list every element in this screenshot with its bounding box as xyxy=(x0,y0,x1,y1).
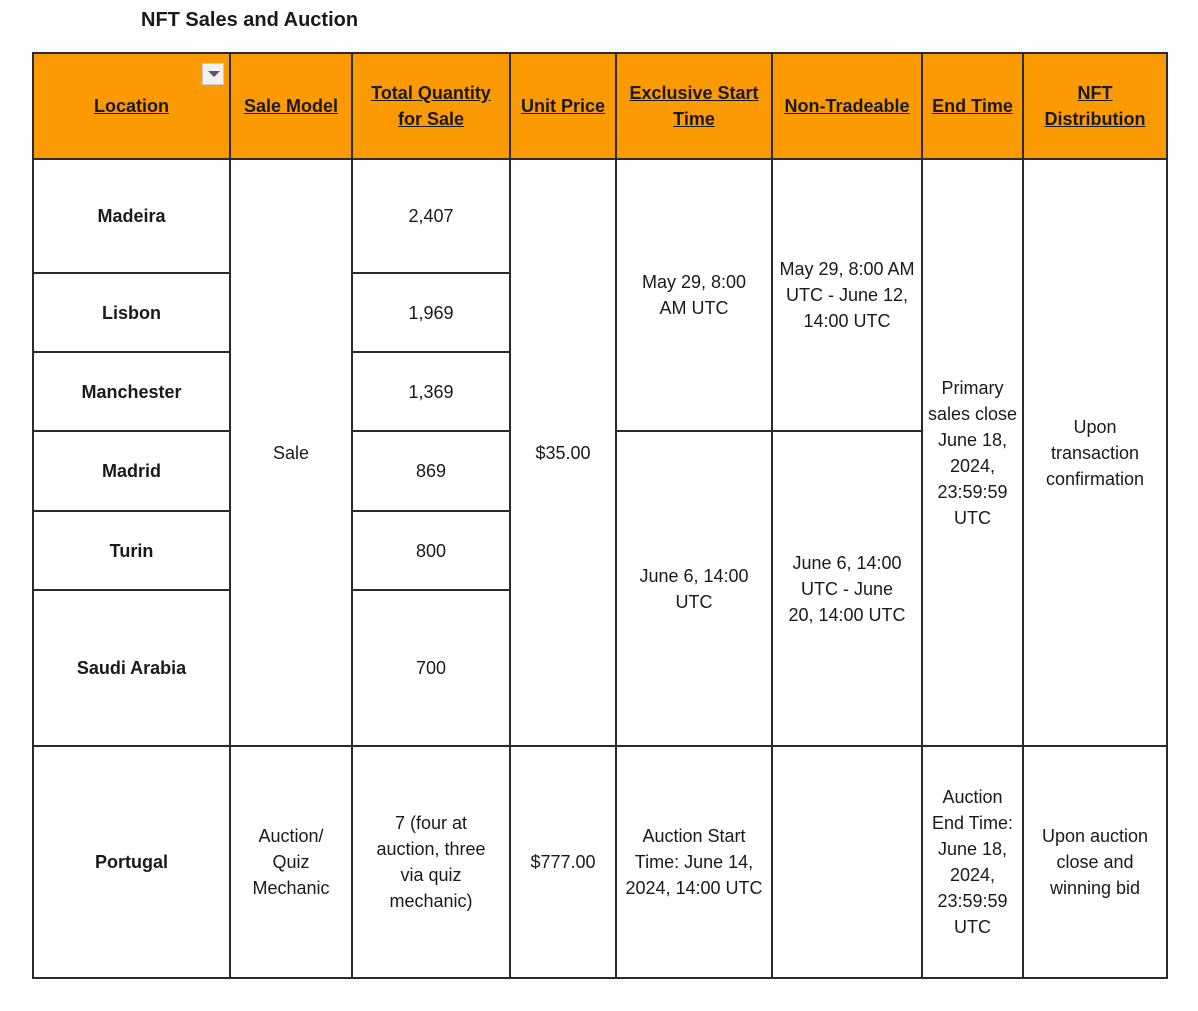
sale-model-cell: Auction/ Quiz Mechanic xyxy=(230,746,352,978)
header-location[interactable] xyxy=(33,53,230,159)
quantity-cell: 1,969 xyxy=(352,273,510,352)
location-cell: Manchester xyxy=(33,352,230,431)
start-time-cell: June 6, 14:00 UTC xyxy=(616,431,772,746)
filter-dropdown-icon[interactable] xyxy=(202,63,224,85)
end-time-cell: Auction End Time: June 18, 2024, 23:59:59 UTC xyxy=(922,746,1023,978)
location-cell: Madrid xyxy=(33,431,230,511)
location-cell: Lisbon xyxy=(33,273,230,352)
header-end-time[interactable]: End Time xyxy=(922,53,1023,159)
distribution-cell: Upon auction close and winning bid xyxy=(1023,746,1167,978)
distribution-cell: Upon transaction confirmation xyxy=(1023,159,1167,746)
end-time-cell: Primary sales close June 18, 2024, 23:59:59 UTC xyxy=(922,159,1023,746)
nft-sales-table xyxy=(32,52,1168,979)
page-title: NFT Sales and Auction xyxy=(141,9,359,31)
location-cell: Turin xyxy=(33,511,230,590)
header-unit-price[interactable]: Unit Price xyxy=(510,53,616,159)
header-total-quantity[interactable]: Total Quantity for Sale xyxy=(352,53,510,159)
non-tradeable-cell: June 6, 14:00 UTC - June 20, 14:00 UTC xyxy=(772,431,922,746)
start-time-cell: Auction Start Time: June 14, 2024, 14:00 UTC xyxy=(616,746,772,978)
header-non-tradeable[interactable]: Non-Tradeable xyxy=(772,53,922,159)
non-tradeable-cell xyxy=(772,746,922,978)
non-tradeable-cell: May 29, 8:00 AM UTC - June 12, 14:00 UTC xyxy=(772,159,922,431)
auction-row xyxy=(33,746,1167,978)
quantity-cell: 7 (four at auction, three via quiz mechanic) xyxy=(352,746,510,978)
header-row xyxy=(33,53,1167,159)
quantity-cell: 2,407 xyxy=(352,159,510,273)
quantity-cell: 1,369 xyxy=(352,352,510,431)
unit-price-cell: $777.00 xyxy=(510,746,616,978)
sale-model-cell: Sale xyxy=(230,159,352,746)
location-cell: Portugal xyxy=(33,746,230,978)
location-cell: Saudi Arabia xyxy=(33,590,230,746)
table-row xyxy=(33,159,1167,273)
quantity-cell: 869 xyxy=(352,431,510,511)
quantity-cell: 800 xyxy=(352,511,510,590)
location-cell: Madeira xyxy=(33,159,230,273)
header-location-label: Location xyxy=(94,96,169,116)
quantity-cell: 700 xyxy=(352,590,510,746)
start-time-cell: May 29, 8:00 AM UTC xyxy=(616,159,772,431)
unit-price-cell: $35.00 xyxy=(510,159,616,746)
header-sale-model[interactable]: Sale Model xyxy=(230,53,352,159)
header-exclusive-start-time[interactable]: Exclusive Start Time xyxy=(616,53,772,159)
header-nft-distribution[interactable]: NFT Distribution xyxy=(1023,53,1167,159)
